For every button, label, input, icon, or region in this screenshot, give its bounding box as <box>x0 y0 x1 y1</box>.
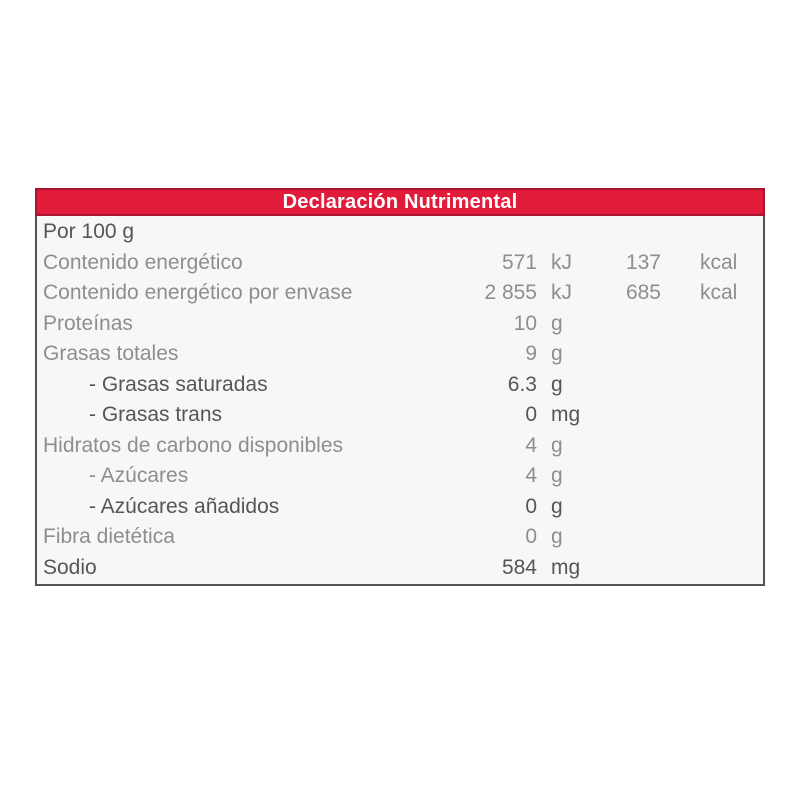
nutrient-value: 2 855 <box>484 281 537 305</box>
nutrient-unit: mg <box>551 555 581 579</box>
nutrient-row <box>37 522 763 553</box>
nutrient-row <box>37 370 763 401</box>
nutrient-value: 4 <box>525 433 537 457</box>
nutrient-label: - Azúcares <box>89 464 189 488</box>
nutrient-label: Hidratos de carbono disponibles <box>43 433 344 457</box>
nutrient-value: 584 <box>501 555 537 579</box>
nutrient-value: 571 <box>501 250 537 274</box>
nutrient-unit-kcal: kcal <box>700 250 738 274</box>
nutrient-unit: g <box>551 464 563 488</box>
nutrient-row <box>37 492 763 523</box>
table-title: Declaración Nutrimental <box>282 190 518 213</box>
nutrient-label: Contenido energético <box>43 250 243 274</box>
nutrient-row <box>37 400 763 431</box>
nutrient-value: 0 <box>525 403 537 427</box>
nutrient-value-kcal: 137 <box>625 250 661 274</box>
nutrient-row <box>37 278 763 309</box>
nutrient-label: Proteínas <box>43 311 133 335</box>
nutrient-label: Contenido energético por envase <box>43 281 353 305</box>
table-body <box>35 216 765 586</box>
nutrient-unit: kJ <box>551 250 572 274</box>
nutrient-row <box>37 309 763 340</box>
nutrient-row <box>37 248 763 279</box>
nutrient-label: Fibra dietética <box>43 525 175 549</box>
nutrient-value: 10 <box>513 311 537 335</box>
nutrient-value: 9 <box>525 342 537 366</box>
nutrient-label: Sodio <box>43 555 97 579</box>
nutrient-value-kcal: 685 <box>625 281 661 305</box>
nutrient-unit: g <box>551 494 563 518</box>
nutrient-unit: g <box>551 311 563 335</box>
nutrient-unit: g <box>551 525 563 549</box>
table-header <box>35 188 765 216</box>
nutrient-value: 6.3 <box>507 372 537 396</box>
nutrient-unit: kJ <box>551 281 572 305</box>
nutrient-row <box>37 461 763 492</box>
nutrient-value: 0 <box>525 494 537 518</box>
nutrient-label: Por 100 g <box>43 220 135 244</box>
nutrient-label: Grasas totales <box>43 342 179 366</box>
nutrient-unit: g <box>551 433 563 457</box>
nutrient-value: 0 <box>525 525 537 549</box>
nutrient-row <box>37 553 763 584</box>
nutrient-unit: g <box>551 372 563 396</box>
nutrient-unit: g <box>551 342 563 366</box>
nutrient-row <box>37 217 763 248</box>
nutrient-label: - Azúcares añadidos <box>89 494 280 518</box>
nutrient-label: - Grasas trans <box>89 403 223 427</box>
nutrient-value: 4 <box>525 464 537 488</box>
nutrient-unit: mg <box>551 403 581 427</box>
nutrient-label: - Grasas saturadas <box>89 372 268 396</box>
nutrition-table <box>35 188 765 586</box>
nutrient-unit-kcal: kcal <box>700 281 738 305</box>
nutrient-row <box>37 431 763 462</box>
nutrient-row <box>37 339 763 370</box>
